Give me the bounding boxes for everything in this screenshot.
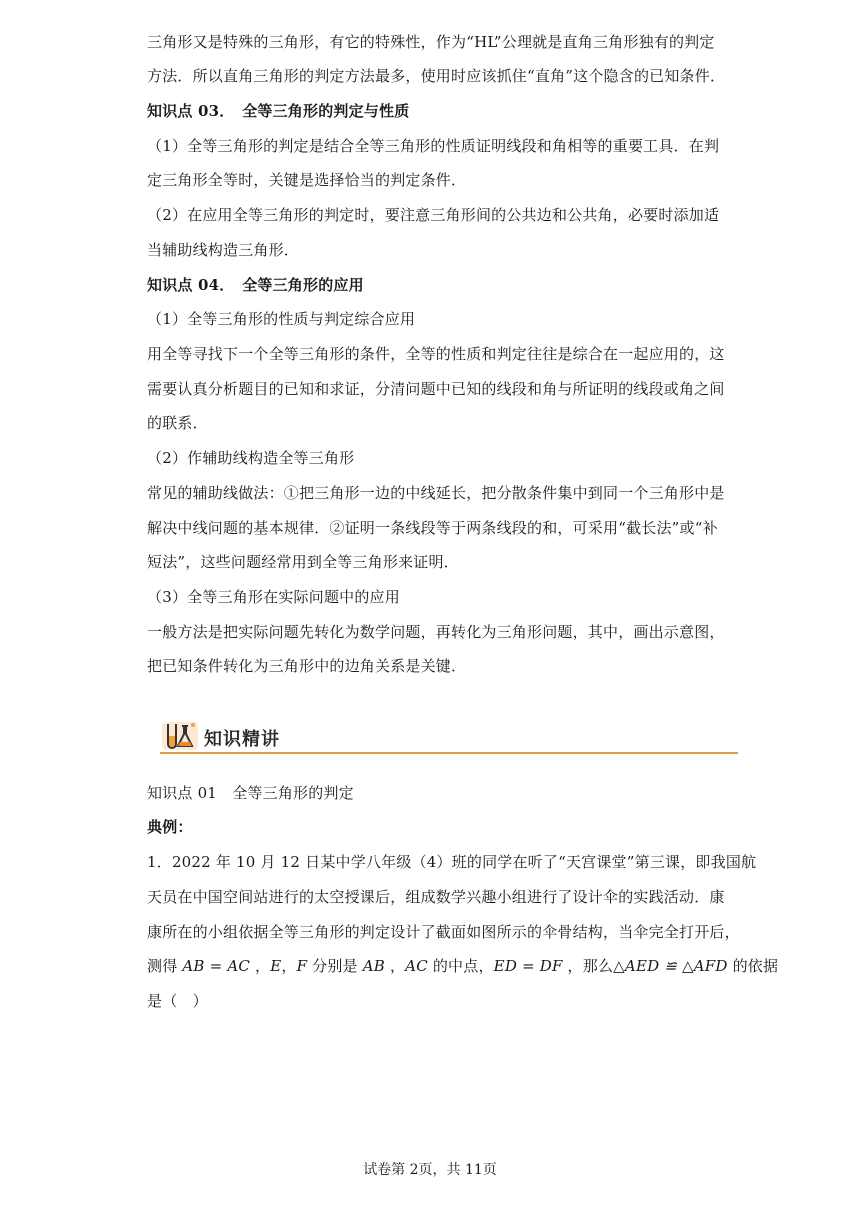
math-expression: AB [362,957,385,975]
text-line: （1）全等三角形的判定是结合全等三角形的性质证明线段和角相等的重要工具．在判 [147,137,720,155]
banner-underline [160,752,738,754]
text-span: 测得 [147,957,183,975]
text-line: 三角形又是特殊的三角形，有它的特殊性，作为“HL”公理就是直角三角形独有的判定 [147,33,715,51]
text-line: （2）作辅助线构造全等三角形 [147,449,355,467]
example-label: 典例： [147,818,193,836]
text-line: 一般方法是把实际问题先转化为数学问题，再转化为三角形问题，其中，画出示意图， [147,623,725,641]
question-line-math [147,956,778,976]
text-line: （1）全等三角形的性质与判定综合应用 [147,310,416,328]
subsection-heading: 知识点 01 全等三角形的判定 [147,784,354,802]
section-heading-03: 知识点 03． 全等三角形的判定与性质 [147,102,410,120]
knowledge-banner [160,716,738,756]
question-line: 1．2022 年 10 月 12 日某中学八年级（4）班的同学在听了“天宫课堂”第三课，即我国航 [147,853,757,871]
text-line: 当辅助线构造三角形． [147,241,300,259]
math-expression: AC [405,957,428,975]
page-footer: 试卷第 2页，共 11页 [363,1162,497,1178]
text-span: 的依据 [727,957,779,975]
text-line: 方法．所以直角三角形的判定方法最多，使用时应该抓住“直角”这个隐含的已知条件． [147,67,726,85]
math-expression: AB = AC [182,957,251,975]
text-line: 需要认真分析题目的已知和求证，分清问题中已知的线段和角与所证明的线段或角之间 [147,380,725,398]
banner-title: 知识精讲 [204,729,280,750]
question-line: 是（ ） [147,992,208,1010]
text-line: 常见的辅助线做法：①把三角形一边的中线延长，把分散条件集中到同一个三角形中是 [147,484,725,502]
math-expression: E [270,957,282,975]
text-line: 的联系． [147,414,208,432]
lab-flask-icon [160,716,200,756]
text-span: ， [281,957,297,975]
text-span: ， [250,957,271,975]
math-expression: ED = DF [493,957,563,975]
math-expression: F [296,957,308,975]
text-span: 分别是 [307,957,363,975]
question-line: 天员在中国空间站进行的太空授课后，组成数学兴趣小组进行了设计伞的实践活动．康 [147,888,725,906]
section-heading-04: 知识点 04． 全等三角形的应用 [147,276,364,294]
text-span: ， [385,957,406,975]
text-line: 解决中线问题的基本规律．②证明一条线段等于两条线段的和，可采用“截长法”或“补 [147,519,718,537]
math-expression: △AED ≌ △AFD [613,957,728,975]
text-span: 的中点， [427,957,494,975]
text-line: 定三角形全等时，关键是选择恰当的判定条件． [147,171,467,189]
text-line: （2）在应用全等三角形的判定时，要注意三角形间的公共边和公共角，必要时添加适 [147,206,720,224]
text-line: （3）全等三角形在实际问题中的应用 [147,588,400,606]
text-line: 把已知条件转化为三角形中的边角关系是关键． [147,657,467,675]
text-span: ，那么 [562,957,614,975]
question-line: 康所在的小组依据全等三角形的判定设计了截面如图所示的伞骨结构，当伞完全打开后， [147,923,740,941]
text-line: 用全等寻找下一个全等三角形的条件，全等的性质和判定往往是综合在一起应用的，这 [147,345,725,363]
text-line: 短法”，这些问题经常用到全等三角形来证明． [147,553,459,571]
